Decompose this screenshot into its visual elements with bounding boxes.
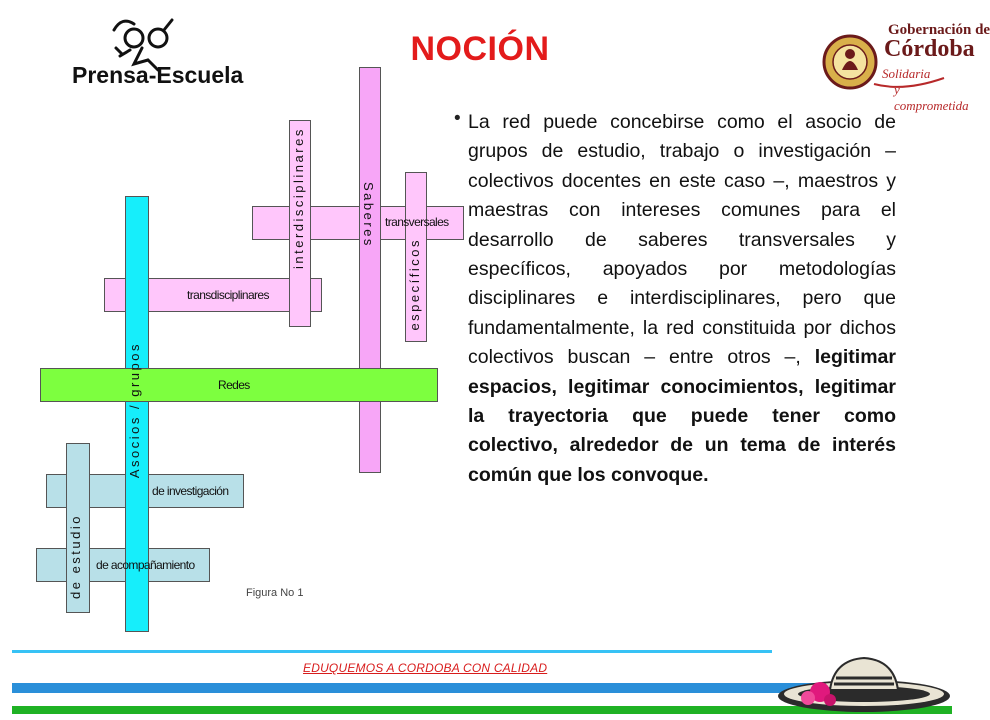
label-interdisciplinares: interdisciplinares <box>291 127 306 269</box>
gobernacion-line2: Córdoba <box>884 36 975 62</box>
slide-title: NOCIÓN <box>410 30 550 68</box>
box-saberes <box>359 67 381 473</box>
label-especificos: específicos <box>407 238 422 331</box>
paragraph-bold-text: legitimar espacios, legitimar conocimientos, legitimar la trayectoria que puede tener como colectivo, alrededor de un tema de interés común que los convoque. <box>468 346 896 486</box>
label-asocios-grupos: Asocios / grupos <box>127 342 142 479</box>
body-text-block <box>454 108 896 490</box>
label-transdisciplinares: transdisciplinares <box>187 288 269 302</box>
sombrero-vueltiao-icon <box>768 654 956 714</box>
label-saberes: Saberes <box>361 182 376 248</box>
gobernacion-line3: Solidaria <box>882 66 931 81</box>
gobernacion-line1: Gobernación de <box>888 22 990 38</box>
body-paragraph <box>468 108 896 490</box>
bullet-icon: • <box>454 108 461 129</box>
label-de-acompanamiento: de acompañamiento <box>96 558 195 572</box>
gobernacion-line4: y comprometida <box>894 82 969 113</box>
figure-caption: Figura No 1 <box>246 587 304 599</box>
label-redes: Redes <box>218 378 250 392</box>
footer-top-line <box>12 650 772 653</box>
label-de-investigacion: de investigación <box>152 484 229 498</box>
prensa-escuela-text: Prensa-Escuela <box>72 62 244 88</box>
label-de-estudio: de estudio <box>68 514 83 599</box>
label-transversales: transversales <box>385 215 449 229</box>
footer-slogan: EDUQUEMOS A CORDOBA CON CALIDAD <box>303 661 548 675</box>
paragraph-normal-text: La red puede concebirse como el asocio de grupos de estudio, trabajo o investigación – colectivos docentes en este caso –, maestros y maestras con intereses comunes para el desarrollo de saberes transversales y específicos, apoyados por metodologías disciplinares e interdisciplinares, pero que fundamentalmente, la red constituida por dichos colectivos buscan – entre otros –, <box>468 111 896 369</box>
